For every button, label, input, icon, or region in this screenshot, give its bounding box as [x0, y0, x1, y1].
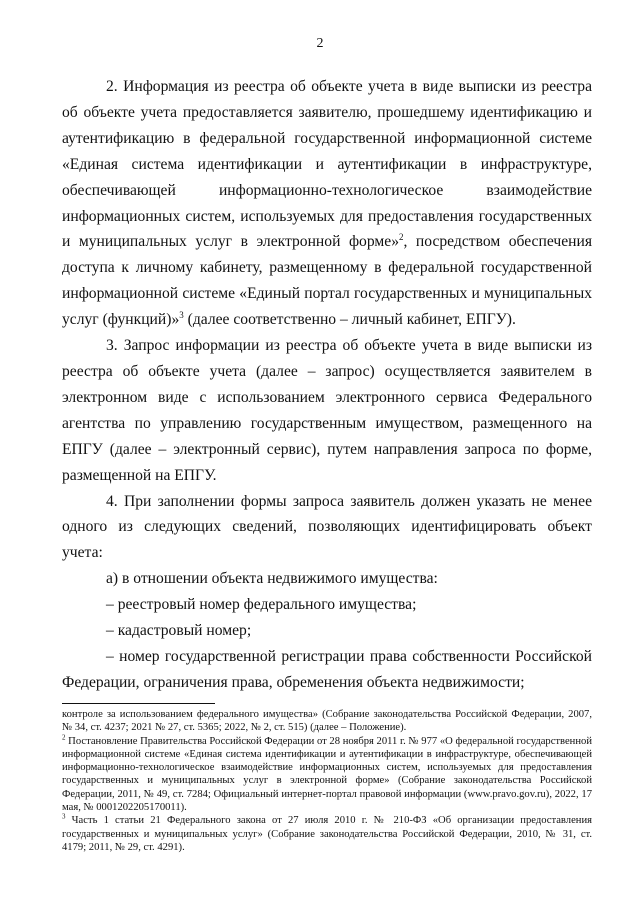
footnote-divider — [62, 703, 215, 704]
footnote-2-text: Постановление Правительства Российской Федерации от 28 ноября 2011 г. № 977 «О федеральной государственной информационной системе «Единая система идентификации и аутентификации в инфраструктуре, обеспечивающей информационно-технологическое взаимодействие информационных систем, используемых для предоставления государственных и муниципальных услуг в электронной форме» (Собрание законодательства Российской Федерации, 2011, № 49, ст. 7284; Официальный интернет-портал правовой информации (www.pravo.gov.ru), 2022, 17 мая, № 0001202205170011). — [62, 735, 592, 814]
paragraph-2-part-a: 2. Информация из реестра об объекте учета в виде выписки из реестра об объекте учета предоставляется заявителю, прошедшему идентификацию и аутентификацию в федеральной государственной информационной системе «Единая система идентификации и аутентификации в инфраструктуре, обеспечивающей информационно-технологическое взаимодействие информационных систем, используемых для предоставления государственных и муниципальных услуг в электронной форме» — [62, 78, 592, 251]
paragraph-2-part-c: (далее соответственно – личный кабинет, ЕПГУ). — [183, 311, 516, 329]
footnotes — [62, 708, 592, 854]
list-item-registry-number: – реестровый номер федерального имущества; — [106, 596, 417, 614]
footnote-3-text: Часть 1 статьи 21 Федерального закона от 27 июля 2010 г. № 210-ФЗ «Об организации предоставления государственных и муниципальных услуг» (Собрание законодательства Российской Федерации, 2010, № 31, ст. 4179; 2011, № 29, ст. 4291). — [62, 815, 592, 853]
page-number: 2 — [316, 36, 324, 51]
footnote-3 — [62, 814, 592, 854]
footnote-2 — [62, 735, 592, 815]
paragraph-4-a: а) в отношении объекта недвижимого имущества: — [106, 570, 438, 588]
paragraph-2-part-b: , посредством обеспечения доступа к личному кабинету, размещенному в федеральной государственной информационной системе «Единый портал государственных и муниципальных услуг (функций)» — [62, 233, 592, 329]
list-item-registration-number: – номер государственной регистрации права собственности Российской Федерации, ограничения права, обременения объекта недвижимости; — [62, 647, 592, 691]
footnote-continuation: контроле за использованием федерального имущества» (Собрание законодательства Российской Федерации, 2007, № 34, ст. 4237; 2021 № 27, ст. 5365; 2022, № 2, ст. 515) (далее – Положение). — [62, 709, 592, 734]
footnote-2-mark: 2 — [62, 733, 66, 742]
paragraph-2 — [62, 74, 592, 333]
list-item-cadastral-number: – кадастровый номер; — [106, 622, 252, 640]
paragraph-3: 3. Запрос информации из реестра об объекте учета в виде выписки из реестра об объекте учета (далее – запрос) осуществляется заявителем в электронном виде с использованием электронного сервиса Федерального агентства по управлению государственным имуществом, размещенного на ЕПГУ (далее – электронный сервис), путем направления запроса по форме, размещенной на ЕПГУ. — [62, 337, 592, 484]
paragraph-4: 4. При заполнении формы запроса заявитель должен указать не менее одного из следующих сведений, позволяющих идентифицировать объект учета: — [62, 492, 592, 562]
document-body — [62, 74, 592, 696]
footnote-ref-3[interactable]: 3 — [179, 309, 184, 320]
footnote-ref-2[interactable]: 2 — [399, 232, 404, 243]
footnote-3-mark: 3 — [62, 812, 66, 821]
